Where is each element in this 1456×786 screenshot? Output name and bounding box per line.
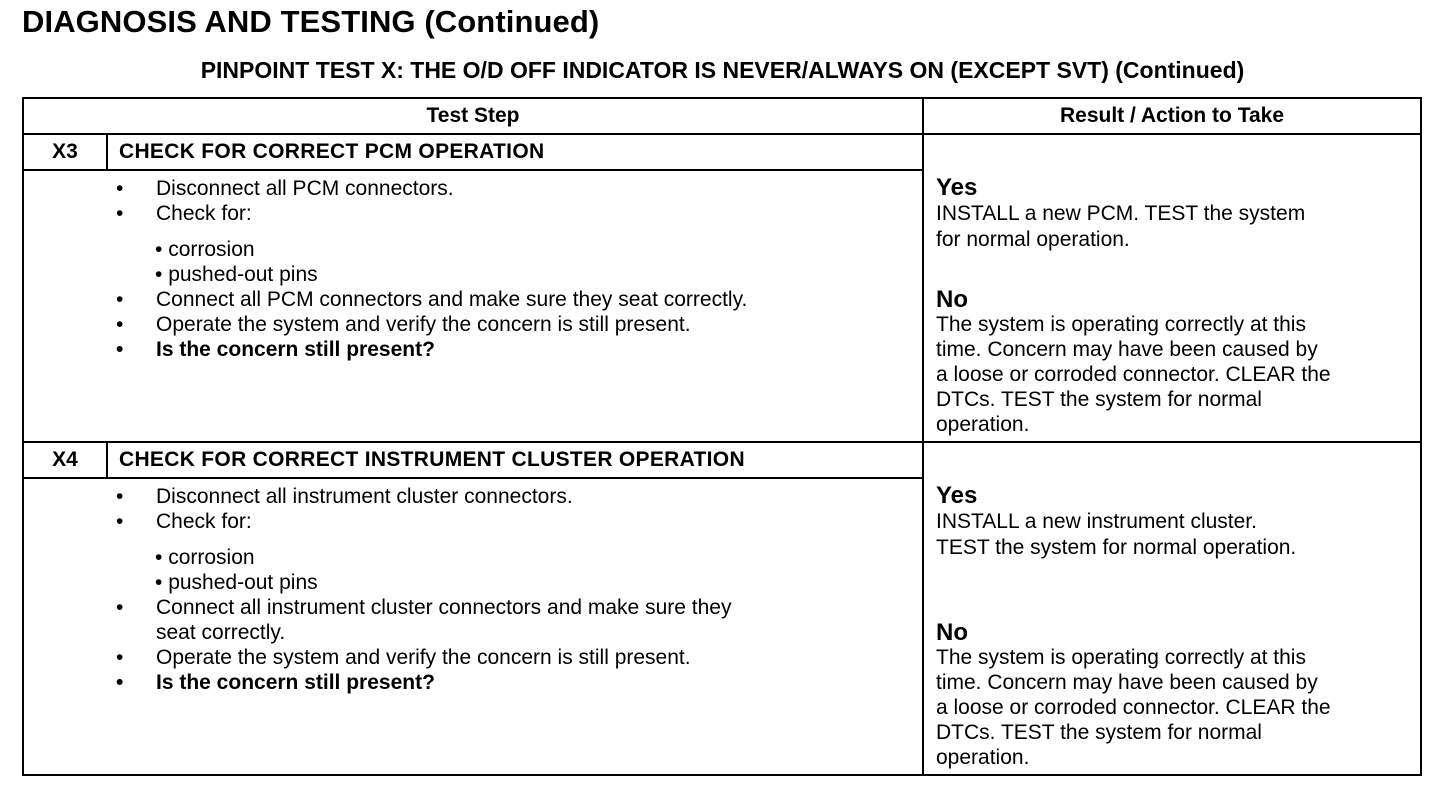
result-no-line: time. Concern may have been caused by [936,338,1318,361]
step-title: CHECK FOR CORRECT PCM OPERATION [119,140,545,163]
result-no-line: DTCs. TEST the system for normal [936,388,1262,411]
result-yes-line: TEST the system for normal operation. [936,536,1297,559]
column-header-result: Result / Action to Take [1059,104,1285,127]
column-header-test-step: Test Step [426,104,520,127]
sub-bullet-item: • corrosion [155,546,255,569]
result-no-label: No [936,286,968,313]
x3-id-divider [106,133,108,169]
sub-bullet-item: • pushed-out pins [155,263,318,286]
result-no-line: a loose or corroded connector. CLEAR the [936,363,1331,386]
step-id: X4 [52,448,78,471]
result-yes-label: Yes [936,174,978,201]
x4-id-divider [106,441,108,477]
result-no-line: operation. [936,746,1030,769]
result-no-label: No [936,619,968,646]
sub-bullet-item: • pushed-out pins [155,571,318,594]
result-yes-line: INSTALL a new instrument cluster. [936,510,1257,533]
result-yes-line: for normal operation. [936,228,1130,251]
column-divider [922,99,924,774]
x4-title-rule [24,477,922,479]
pinpoint-test-table: Test Step Result / Action to Take X3 CHECK FOR CORRECT PCM OPERATION • Disconnect all PCM connectors. • Check for: • corrosion • pushed-out pins • Connect all PCM connectors and make sure they seat correctly. • Operate the system and verify the concern is still present. • Is the concern still present? Yes INSTALL a new PCM. TEST the system for normal operation. No The system is operating correctly at this time. Concern may have been caused by a loose or corroded connector. CLEAR the DTCs. TEST the system for normal operation. X4 CHECK FOR CORRECT INSTRUMENT CLUSTER OPERATION • Disconnect all instrument cluster connectors. • Check for: • corrosion • pushed-out pins • Connect all instrument cluster connectors and make sure they seat correctly. • Operate the system and verify the concern is still present. • Is the concern still present? Yes INSTALL a new instrument cluster. TEST the system for normal operation. No The system is operating correctly at this time. Concern may have been caused by a loose or corroded connector. CLEAR the DTCs. TEST the system for normal operation. [22,97,1422,776]
step-title: CHECK FOR CORRECT INSTRUMENT CLUSTER OPERATION [119,448,745,471]
pinpoint-test-title: PINPOINT TEST X: THE O/D OFF INDICATOR IS NEVER/ALWAYS ON (EXCEPT SVT) (Continued) [200,57,1245,83]
result-no-line: time. Concern may have been caused by [936,671,1318,694]
result-no-line: a loose or corroded connector. CLEAR the [936,696,1331,719]
result-yes-label: Yes [936,482,978,509]
result-no-line: DTCs. TEST the system for normal [936,721,1262,744]
result-yes-line: INSTALL a new PCM. TEST the system [936,202,1306,225]
step-id: X3 [52,140,78,163]
result-no-line: The system is operating correctly at this [936,646,1306,669]
page-title: DIAGNOSIS AND TESTING (Continued) [22,4,600,39]
result-no-line: The system is operating correctly at this [936,313,1306,336]
result-no-line: operation. [936,413,1030,436]
x3-title-rule [24,169,922,171]
sub-bullet-item: • corrosion [155,238,255,261]
